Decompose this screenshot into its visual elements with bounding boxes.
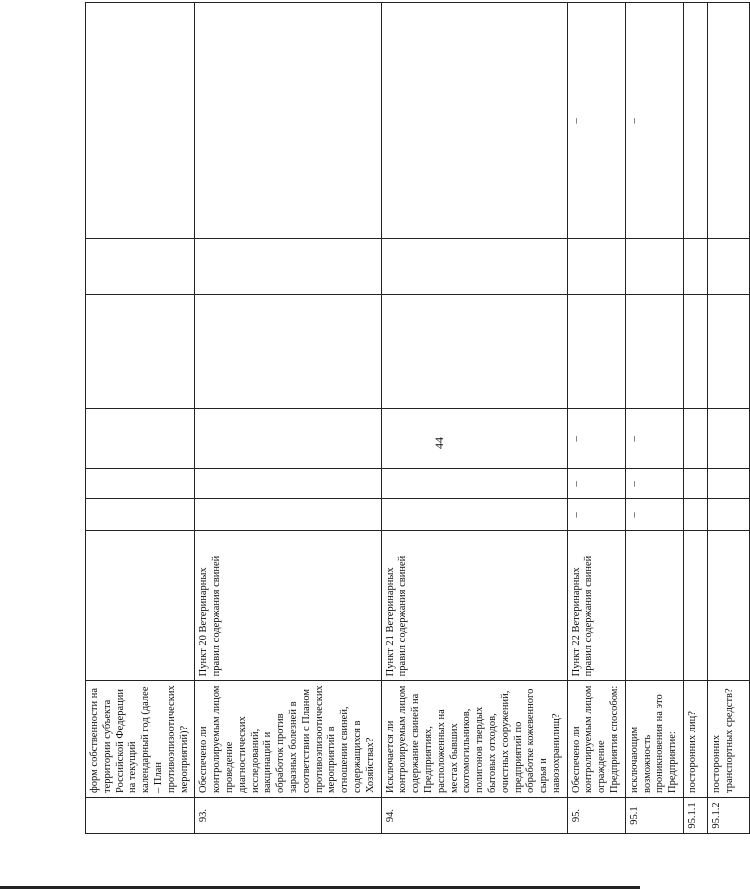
reference-cell (708, 531, 750, 681)
table-row (625, 3, 683, 834)
answer-yes-cell: – (625, 499, 683, 531)
table-row (684, 3, 708, 834)
table-row (567, 3, 625, 834)
extra-cell (195, 239, 381, 295)
checklist-table (85, 2, 750, 834)
answer-yes-cell: – (567, 499, 625, 531)
wide-cell (86, 3, 195, 239)
question-cell: Обеспечено ли контролируемым лицом ограждение Предприятия способом: (567, 681, 625, 798)
question-cell: посторонних лиц? (684, 681, 708, 798)
row-number-cell: 95. (567, 798, 625, 834)
answer-yes-cell (195, 499, 381, 531)
note-cell (567, 295, 625, 409)
answer-na-cell (708, 409, 750, 469)
answer-no-cell (195, 469, 381, 499)
extra-cell (567, 239, 625, 295)
row-number-cell: 95.1 (625, 798, 683, 834)
reference-cell (86, 531, 195, 681)
answer-yes-cell (708, 499, 750, 531)
answer-na-cell: – (567, 409, 625, 469)
answer-yes-cell (684, 499, 708, 531)
question-cell: посторонних транспортных средств? (708, 681, 750, 798)
answer-no-cell: – (567, 469, 625, 499)
row-number-cell (86, 798, 195, 834)
wide-cell: – (567, 3, 625, 239)
question-cell: Исключается ли контролируемым лицом содержание свиней на Предприятиях, расположенных на местах бывших скотомогильников, полигонов твердых бытовых отходов, очистных сооружений, предприятий по обработке кожевенного сырья и навозохранилищ? (381, 681, 567, 798)
note-cell (684, 295, 708, 409)
answer-na-cell (684, 409, 708, 469)
note-cell (708, 295, 750, 409)
wide-cell (195, 3, 381, 239)
row-number-cell: 93. (195, 798, 381, 834)
answer-na-cell (86, 409, 195, 469)
answer-no-cell (86, 469, 195, 499)
wide-cell (381, 3, 567, 239)
reference-cell: Пункт 20 Ветеринарных правил содержания свиней (195, 531, 381, 681)
question-cell: форм собственности на территории субъекта Российской Федерации на текущий календарный год (далее – План противоэпизоотических мероприятий)? (86, 681, 195, 798)
reference-cell (625, 531, 683, 681)
answer-na-cell: – (625, 409, 683, 469)
note-cell (381, 295, 567, 409)
answer-na-cell (381, 409, 567, 469)
reference-cell: Пункт 22 Ветеринарных правил содержания свиней (567, 531, 625, 681)
question-cell: Обеспечено ли контролируемым лицом проведение диагностических исследований, вакцинаций и обработок против заразных болезней в соответствии с Планом противоэпизоотических мероприятий в отношении свиней, содержащихся в Хозяйствах? (195, 681, 381, 798)
question-cell: исключающим возможность проникновения на это Предприятие: (625, 681, 683, 798)
table-row (381, 3, 567, 834)
answer-yes-cell (86, 499, 195, 531)
row-number-cell: 95.1.1 (684, 798, 708, 834)
table-row (708, 3, 750, 834)
wide-cell (684, 3, 708, 239)
table-row (86, 3, 195, 834)
note-cell (86, 295, 195, 409)
wide-cell (708, 3, 750, 239)
note-cell (195, 295, 381, 409)
answer-no-cell (708, 469, 750, 499)
extra-cell (625, 239, 683, 295)
page-number: 44 (432, 437, 446, 449)
extra-cell (684, 239, 708, 295)
answer-yes-cell (381, 499, 567, 531)
row-number-cell: 95.1.2 (708, 798, 750, 834)
answer-no-cell (381, 469, 567, 499)
answer-na-cell (195, 409, 381, 469)
extra-cell (708, 239, 750, 295)
extra-cell (86, 239, 195, 295)
note-cell (625, 295, 683, 409)
answer-no-cell (684, 469, 708, 499)
extra-cell (381, 239, 567, 295)
row-number-cell: 94. (381, 798, 567, 834)
reference-cell: Пункт 21 Ветеринарных правил содержания свиней (381, 531, 567, 681)
wide-cell: – (625, 3, 683, 239)
table-row (195, 3, 381, 834)
reference-cell (684, 531, 708, 681)
answer-no-cell: – (625, 469, 683, 499)
